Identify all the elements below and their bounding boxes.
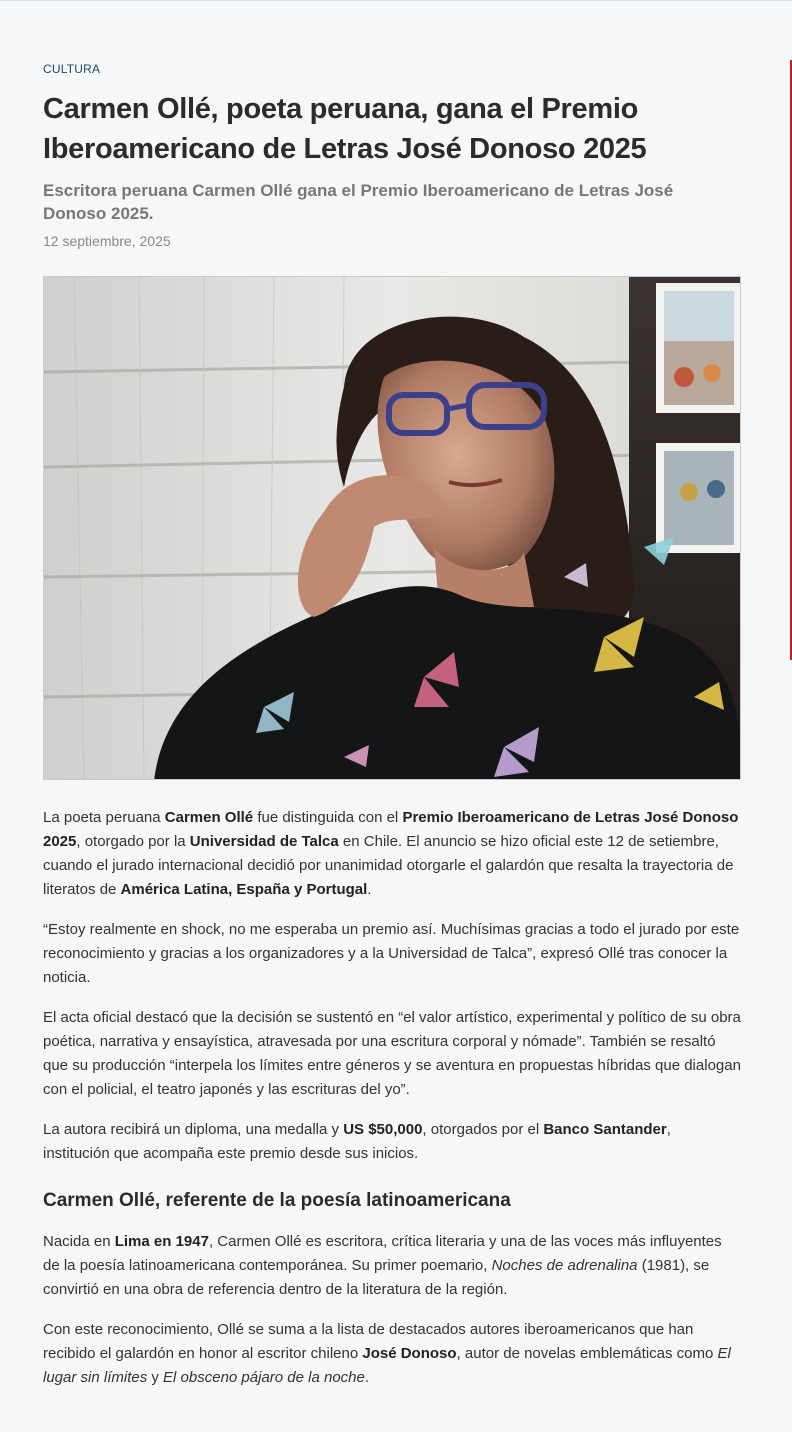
paragraph-3: El acta oficial destacó que la decisión se sustentó en “el valor artístico, experimental y político de su obra poética, narrativa y ensayística, atravesada por una escritura corporal y nómade”. También se resaltó que su producción “interpela los límites entre géneros y se aventura en propuestas híbridas que dialogan con el policial, el teatro japonés y las escrituras del yo”. — [43, 1009, 741, 1098]
section-heading: Carmen Ollé, referente de la poesía latinoamericana — [43, 1190, 511, 1211]
category-link[interactable]: CULTURA — [43, 62, 101, 76]
publish-date: 12 septiembre, 2025 — [43, 233, 171, 249]
featured-photo — [43, 276, 741, 780]
article — [43, 60, 741, 1406]
paragraph-1: La poeta peruana Carmen Ollé fue distinguida con el Premio Iberoamericano de Letras José Donoso 2025, otorgado por la Universidad de Talca en Chile. El anuncio se hizo oficial este 12 de setiembre, cuando el jurado internacional decidió por unanimidad otorgarle el galardón que resalta la trayectoria de literatos de América Latina, España y Portugal. — [43, 809, 739, 898]
top-border — [0, 0, 792, 1]
paragraph-5: Nacida en Lima en 1947, Carmen Ollé es escritora, crítica literaria y una de las voces más influyentes de la poesía latinoamericana contemporánea. Su primer poemario, Noches de adrenalina (1981), se convirtió en una obra de referencia dentro de la literatura de la región. — [43, 1233, 722, 1298]
article-body — [43, 806, 741, 1390]
paragraph-2-quote: “Estoy realmente en shock, no me esperaba un premio así. Muchísimas gracias a todo el jurado por este reconocimiento y gracias a los organizadores y a la Universidad de Talca”, expresó Ollé tras conocer la noticia. — [43, 921, 740, 986]
paragraph-4: La autora recibirá un diploma, una medalla y US $50,000, otorgados por el Banco Santander, institución que acompaña este premio desde sus inicios. — [43, 1121, 671, 1162]
article-title: Carmen Ollé, poeta peruana, gana el Premio Iberoamericano de Letras José Donoso 2025 — [43, 93, 647, 165]
article-subtitle: Escritora peruana Carmen Ollé gana el Premio Iberoamericano de Letras José Donoso 2025. — [43, 181, 674, 223]
paragraph-6: Con este reconocimiento, Ollé se suma a la lista de destacados autores iberoamericanos que han recibido el galardón en honor al escritor chileno José Donoso, autor de novelas emblemáticas como El lugar sin límites y El obsceno pájaro de la noche. — [43, 1321, 731, 1386]
